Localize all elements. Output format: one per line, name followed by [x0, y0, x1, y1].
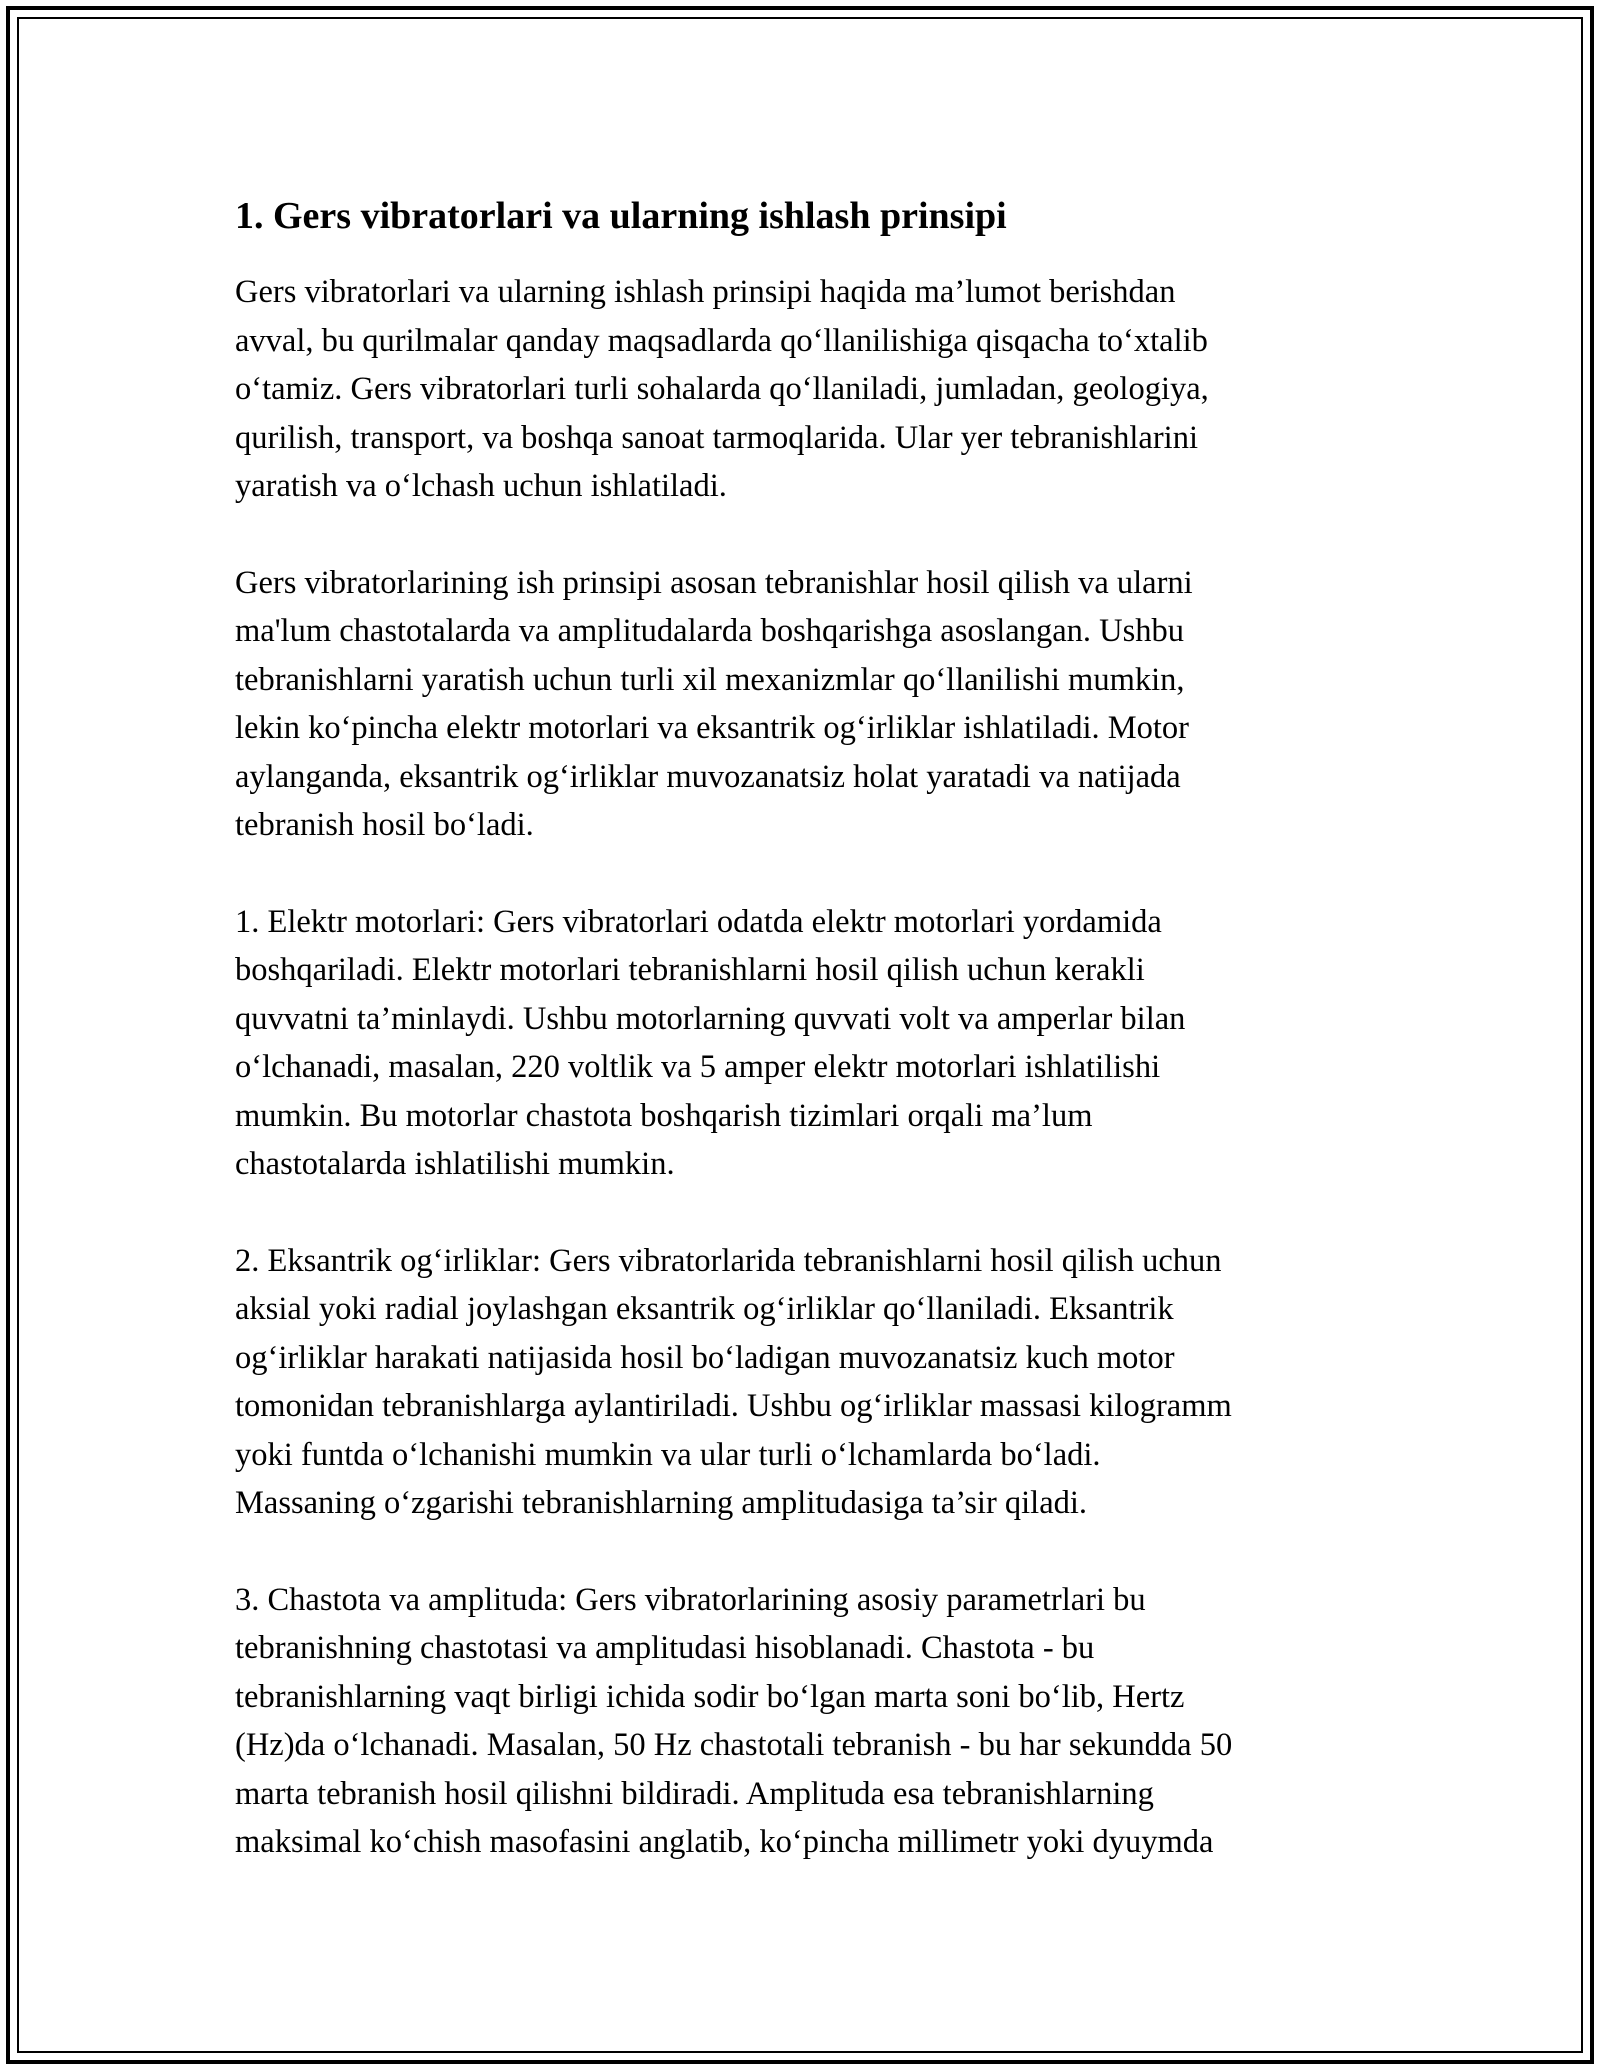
paragraph-line: boshqariladi. Elektr motorlari tebranishlarni hosil qilish uchun kerakli	[235, 952, 1145, 988]
paragraph-line: lekin ko‘pincha elektr motorlari va eksantrik og‘irliklar ishlatiladi. Motor	[235, 710, 1189, 746]
paragraph-line: Gers vibratorlari va ularning ishlash prinsipi haqida ma’lumot berishdan	[235, 274, 1176, 310]
paragraph-intro	[235, 268, 1380, 511]
paragraph-line: 1. Elektr motorlari: Gers vibratorlari odatda elektr motorlari yordamida	[235, 903, 1162, 940]
paragraph-line: tebranish hosil bo‘ladi.	[235, 807, 534, 843]
paragraph-line: o‘tamiz. Gers vibratorlari turli sohalarda qo‘llaniladi, jumladan, geologiya,	[235, 371, 1209, 407]
paragraph-line: yoki funtda o‘lchanishi mumkin va ular turli o‘lchamlarda bo‘ladi.	[235, 1436, 1101, 1473]
paragraph-line: tebranishlarni yaratish uchun turli xil mexanizmlar qo‘llanilishi mumkin,	[235, 661, 1185, 698]
section-heading: 1. Gers vibratorlari va ularning ishlash prinsipi	[235, 195, 1007, 237]
paragraph-line: yaratish va o‘lchash uchun ishlatiladi.	[235, 468, 727, 504]
paragraph-electric-motors	[235, 898, 1380, 1189]
paragraph-line: tomonidan tebranishlarga aylantiriladi. Ushbu og‘irliklar massasi kilogramm	[235, 1388, 1232, 1424]
paragraph-eccentric-weights	[235, 1237, 1380, 1528]
paragraph-frequency-amplitude	[235, 1576, 1380, 1867]
paragraph-line: o‘lchanadi, masalan, 220 voltlik va 5 amper elektr motorlari ishlatilishi	[235, 1049, 1161, 1085]
paragraph-line: og‘irliklar harakati natijasida hosil bo‘ladigan muvozanatsiz kuch motor	[235, 1339, 1175, 1376]
paragraph-line: 3. Chastota va amplituda: Gers vibratorlarining asosiy parametrlari bu	[235, 1581, 1146, 1618]
paragraph-line: avval, bu qurilmalar qanday maqsadlarda qo‘llanilishiga qisqacha to‘xtalib	[235, 322, 1208, 359]
paragraph-line: tebranishlarning vaqt birligi ichida sodir bo‘lgan marta soni bo‘lib, Hertz	[235, 1678, 1185, 1715]
paragraph-line: mumkin. Bu motorlar chastota boshqarish tizimlari orqali ma’lum	[235, 1097, 1093, 1134]
paragraph-line: aylanganda, eksantrik og‘irliklar muvozanatsiz holat yaratadi va natijada	[235, 758, 1181, 795]
paragraph-line: ma'lum chastotalarda va amplitudalarda boshqarishga asoslangan. Ushbu	[235, 613, 1184, 649]
paragraph-line: Gers vibratorlarining ish prinsipi asosan tebranishlar hosil qilish va ularni	[235, 564, 1193, 601]
paragraph-line: maksimal ko‘chish masofasini anglatib, ko‘pincha millimetr yoki dyuymda	[235, 1824, 1214, 1860]
paragraph-line: marta tebranish hosil qilishni bildiradi. Amplituda esa tebranishlarning	[235, 1775, 1154, 1812]
paragraph-line: chastotalarda ishlatilishi mumkin.	[235, 1146, 675, 1182]
paragraph-line: Massaning o‘zgarishi tebranishlarning amplitudasiga ta’sir qiladi.	[235, 1485, 1088, 1521]
paragraph-line: tebranishning chastotasi va amplitudasi hisoblanadi. Chastota - bu	[235, 1630, 1095, 1666]
paragraph-line: quvvatni ta’minlaydi. Ushbu motorlarning quvvati volt va amperlar bilan	[235, 1000, 1186, 1037]
paragraph-working-principle	[235, 559, 1380, 850]
document-body	[235, 190, 1380, 1915]
paragraph-line: qurilish, transport, va boshqa sanoat tarmoqlarida. Ular yer tebranishlarini	[235, 419, 1198, 456]
paragraph-line: 2. Eksantrik og‘irliklar: Gers vibratorlarida tebranishlarni hosil qilish uchun	[235, 1242, 1222, 1279]
paragraph-line: (Hz)da o‘lchanadi. Masalan, 50 Hz chastotali tebranish - bu har sekundda 50	[235, 1727, 1233, 1763]
paragraph-line: aksial yoki radial joylashgan eksantrik og‘irliklar qo‘llaniladi. Eksantrik	[235, 1291, 1174, 1327]
